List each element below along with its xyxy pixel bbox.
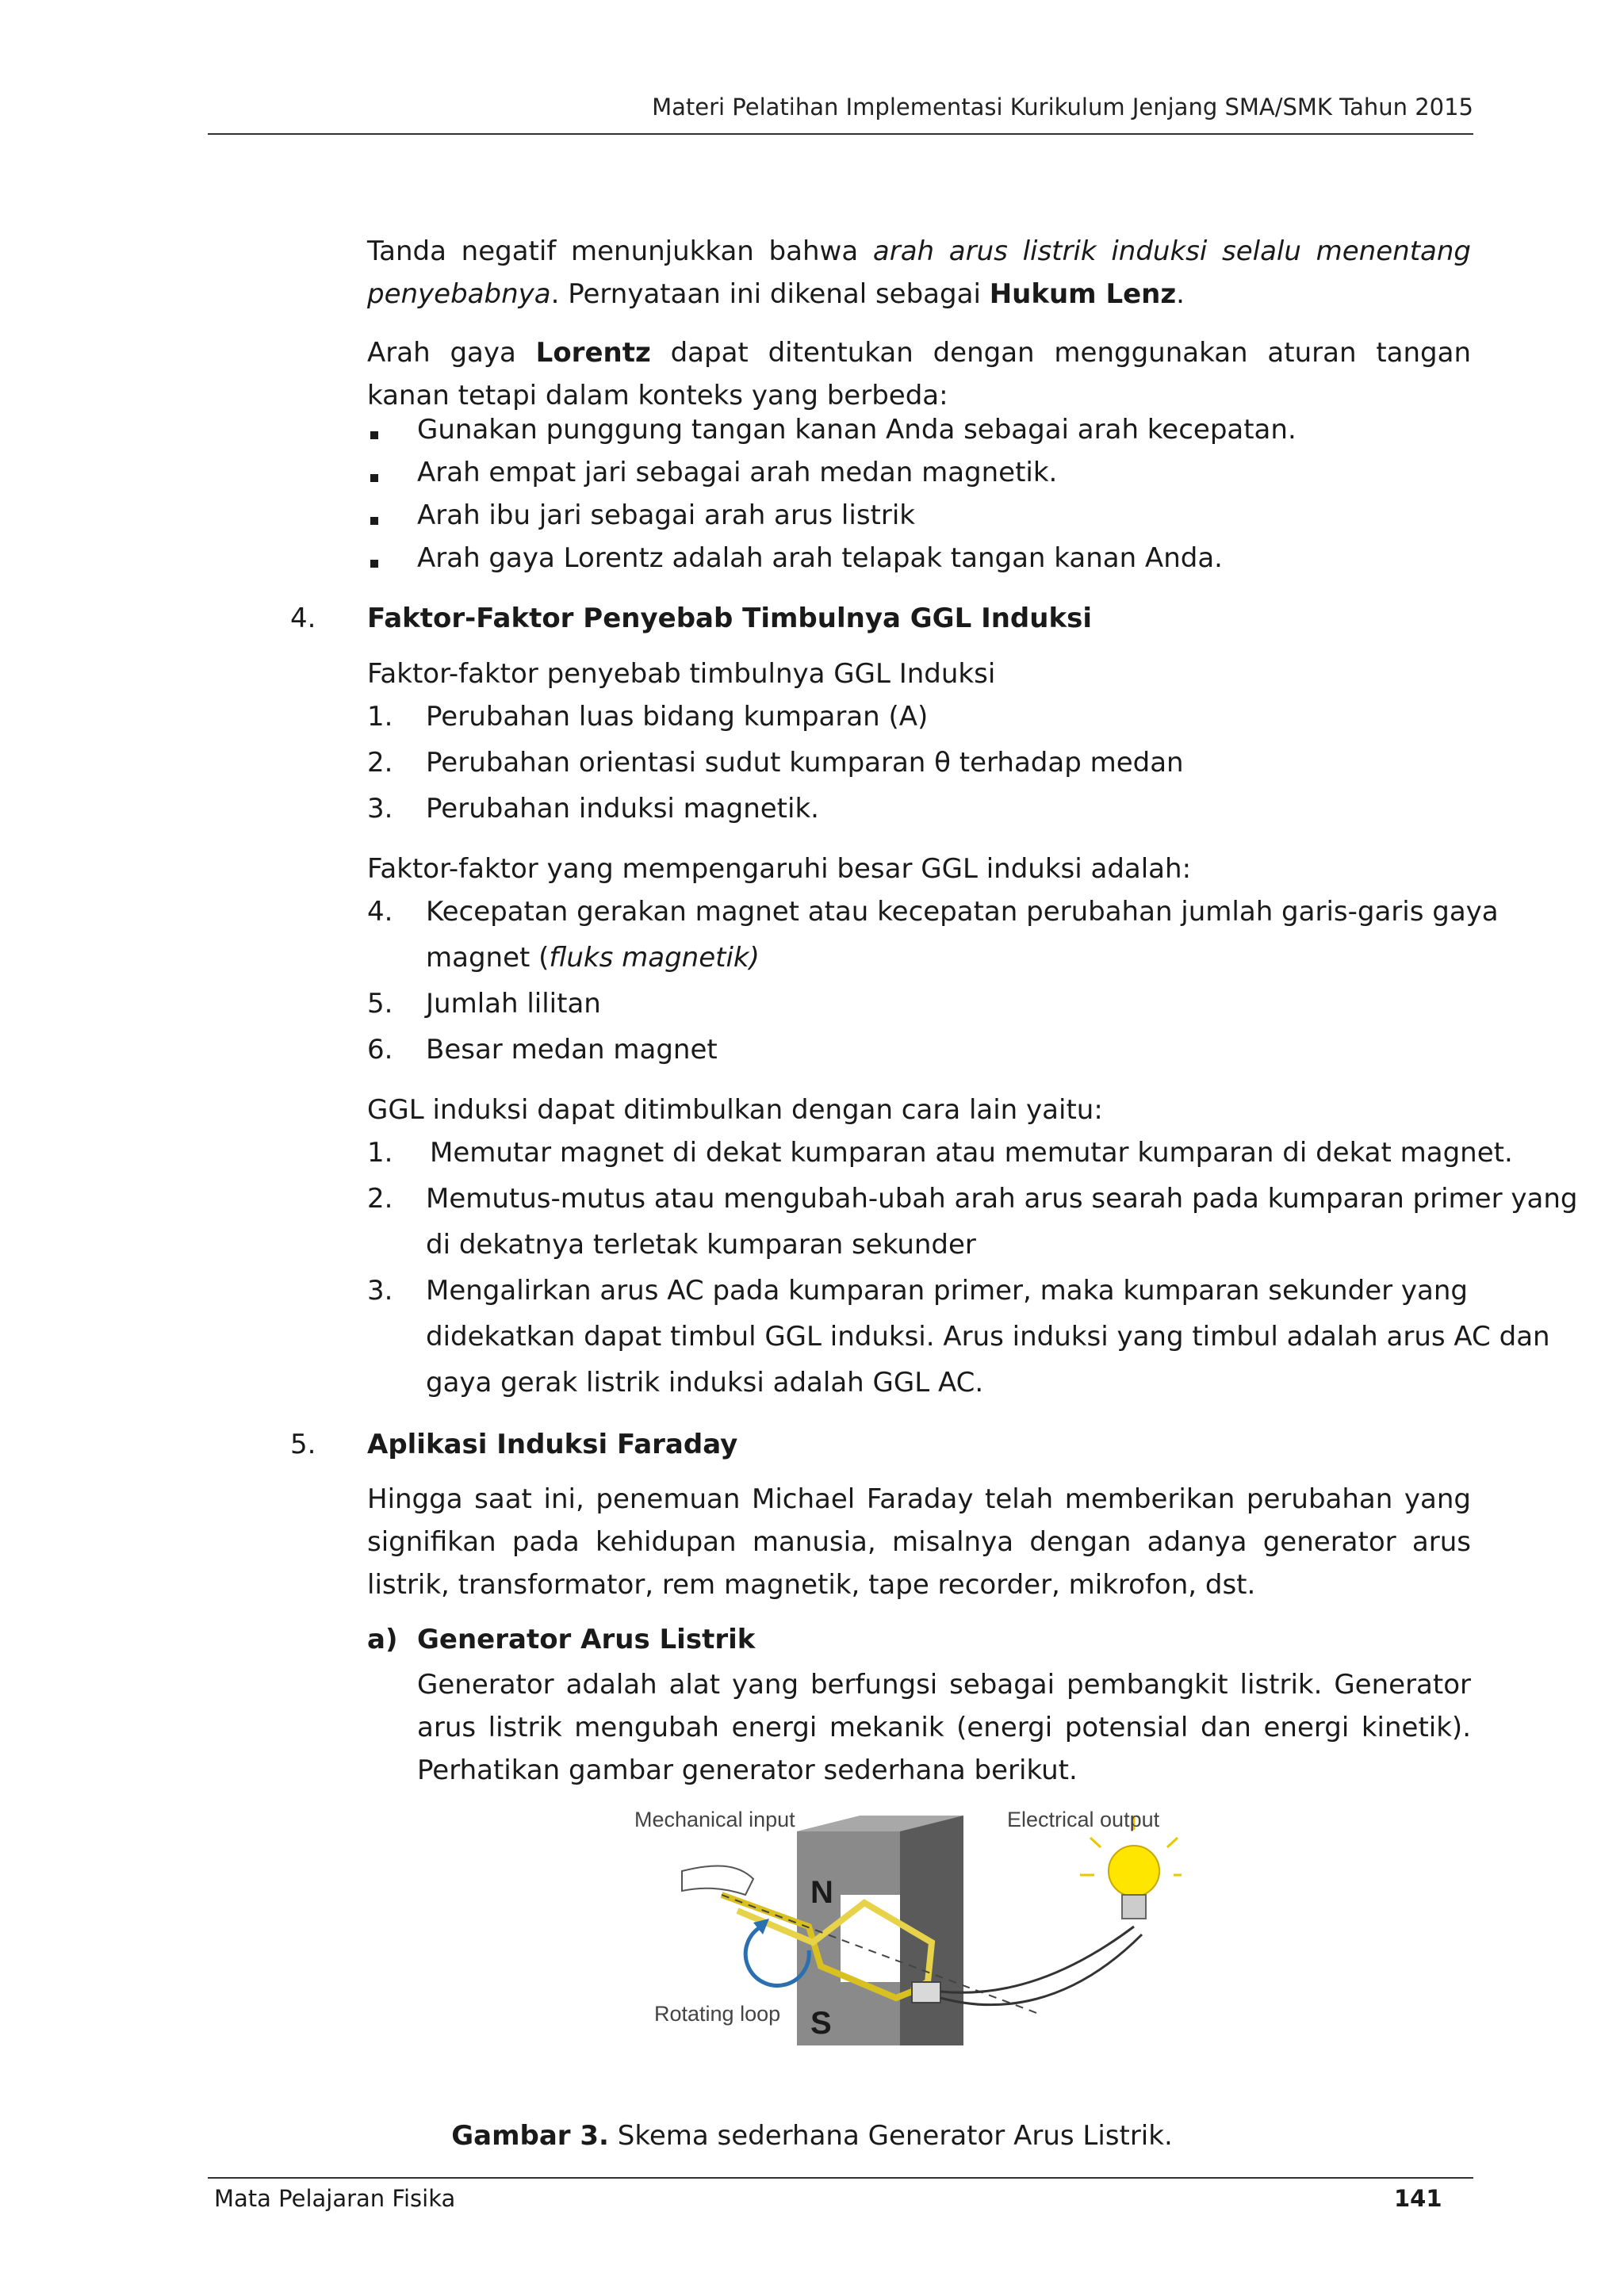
list-item-continuation: gaya gerak listrik induksi adalah GGL AC. [426,1367,984,1399]
list-item: Mengalirkan arus AC pada kumparan primer, maka kumparan sekunder yang [426,1275,1468,1307]
mechanical-input-label: Mechanical input [634,1808,795,1831]
hand [682,1866,753,1895]
list-item: Arah ibu jari sebagai arah arus listrik [417,499,915,531]
list-item-continuation [426,942,760,974]
list-item: Besar medan magnet [426,1034,718,1066]
page-number: 141 [1394,2185,1442,2212]
generator-paragraph: Generator adalah alat yang berfungsi sebagai pembangkit listrik. Generator arus listrik mengubah energi mekanik (energi potensial dan energi kinetik). Perhatikan gambar generator sederhana berikut. [417,1669,1471,1786]
list-item: Memutar magnet di dekat kumparan atau memutar kumparan di dekat magnet. [430,1137,1513,1169]
slip-rings [912,1982,940,2003]
list-item: Arah empat jari sebagai arah medan magnetik. [417,457,1058,488]
list-number: 1. [367,1137,393,1169]
list-number: 5. [367,988,393,1020]
list-number: 6. [367,1034,393,1066]
list-number: 3. [367,1275,393,1307]
list-number: 3. [367,793,393,825]
lenz-paragraph [367,230,1471,316]
bullet-marker [370,474,378,482]
fluks-text: magnet ( [426,942,550,974]
list-item: Gunakan punggung tangan kanan Anda sebagai arah kecepatan. [417,414,1297,446]
list-item-continuation: didekatkan dapat timbul GGL induksi. Arus induksi yang timbul adalah arus AC dan [426,1321,1550,1353]
generator-figure [626,1808,1182,2109]
section-number: 5. [290,1429,316,1460]
lenz-text-b: . Pernyataan ini dikenal sebagai [550,278,990,310]
list-number: 4. [367,896,393,928]
list-item: Perubahan luas bidang kumparan (A) [426,701,929,733]
section-title: Faktor-Faktor Penyebab Timbulnya GGL Induksi [367,603,1092,634]
list-item: Kecepatan gerakan magnet atau kecepatan perubahan jumlah garis-garis gaya [426,896,1499,928]
lorentz-text-b: dapat ditentukan dengan menggunakan aturan tangan kanan tetapi dalam konteks yang berbeda: [367,337,1472,411]
bullet-marker [370,431,378,439]
bullet-marker [370,560,378,568]
list-number: 2. [367,747,393,779]
list-item: Perubahan orientasi sudut kumparan θ terhadap medan [426,747,1184,779]
lorentz-paragraph [367,331,1471,417]
subsection-label: a) [367,1624,398,1655]
pole-s-label: S [810,2006,832,2041]
section-title: Aplikasi Induksi Faraday [367,1429,738,1460]
figure-caption [0,2120,1624,2152]
list-lead: GGL induksi dapat ditimbulkan dengan cara lain yaitu: [367,1094,1103,1126]
list-lead: Faktor-faktor penyebab timbulnya GGL Induksi [367,658,996,690]
caption-text: Skema sederhana Generator Arus Listrik. [608,2120,1173,2152]
list-item: Memutus-mutus atau mengubah-ubah arah arus searah pada kumparan primer yang [426,1183,1578,1215]
lorentz-text-a: Arah gaya [367,337,536,369]
list-number: 1. [367,701,393,733]
footer-subject: Mata Pelajaran Fisika [214,2185,456,2212]
lenz-bold: Hukum Lenz [989,278,1177,310]
bullet-marker [370,517,378,525]
running-header: Materi Pelatihan Implementasi Kurikulum Jenjang SMA/SMK Tahun 2015 [652,94,1473,121]
list-item: Jumlah lilitan [426,988,601,1020]
lenz-text-a: Tanda negatif menunjukkan bahwa [367,235,873,267]
pole-n-label: N [810,1875,833,1910]
list-item: Perubahan induksi magnetik. [426,793,819,825]
list-item: Arah gaya Lorentz adalah arah telapak tangan kanan Anda. [417,542,1223,574]
list-number: 2. [367,1183,393,1215]
faraday-paragraph: Hingga saat ini, penemuan Michael Faraday telah memberikan perubahan yang signifikan pada kehidupan manusia, misalnya dengan adanya generator arus listrik, transformator, rem magnetik, tape recorder, mikrofon, dst. [367,1483,1471,1601]
bulb [1109,1846,1159,1896]
section-number: 4. [290,603,316,634]
lenz-text-c: . [1176,278,1185,310]
bulb-base [1122,1895,1146,1919]
list-lead: Faktor-faktor yang mempengaruhi besar GGL induksi adalah: [367,853,1192,885]
lenz-italic: arah arus listrik induksi selalu menentang penyebabnya [367,235,1471,310]
footer-rule [208,2177,1473,2179]
output-wire-2 [940,1934,1142,2005]
header-rule [208,133,1473,135]
caption-label: Gambar 3. [451,2120,609,2152]
list-item-continuation: di dekatnya terletak kumparan sekunder [426,1229,976,1261]
subsection-title: Generator Arus Listrik [417,1624,756,1655]
fluks-italic: fluks magnetik) [549,942,760,974]
electrical-output-label: Electrical output [1007,1808,1160,1831]
generator-illustration [626,1808,1182,2109]
rotating-loop-label: Rotating loop [654,2002,781,2026]
lorentz-bold: Lorentz [535,337,651,369]
output-wire [940,1927,1134,1992]
